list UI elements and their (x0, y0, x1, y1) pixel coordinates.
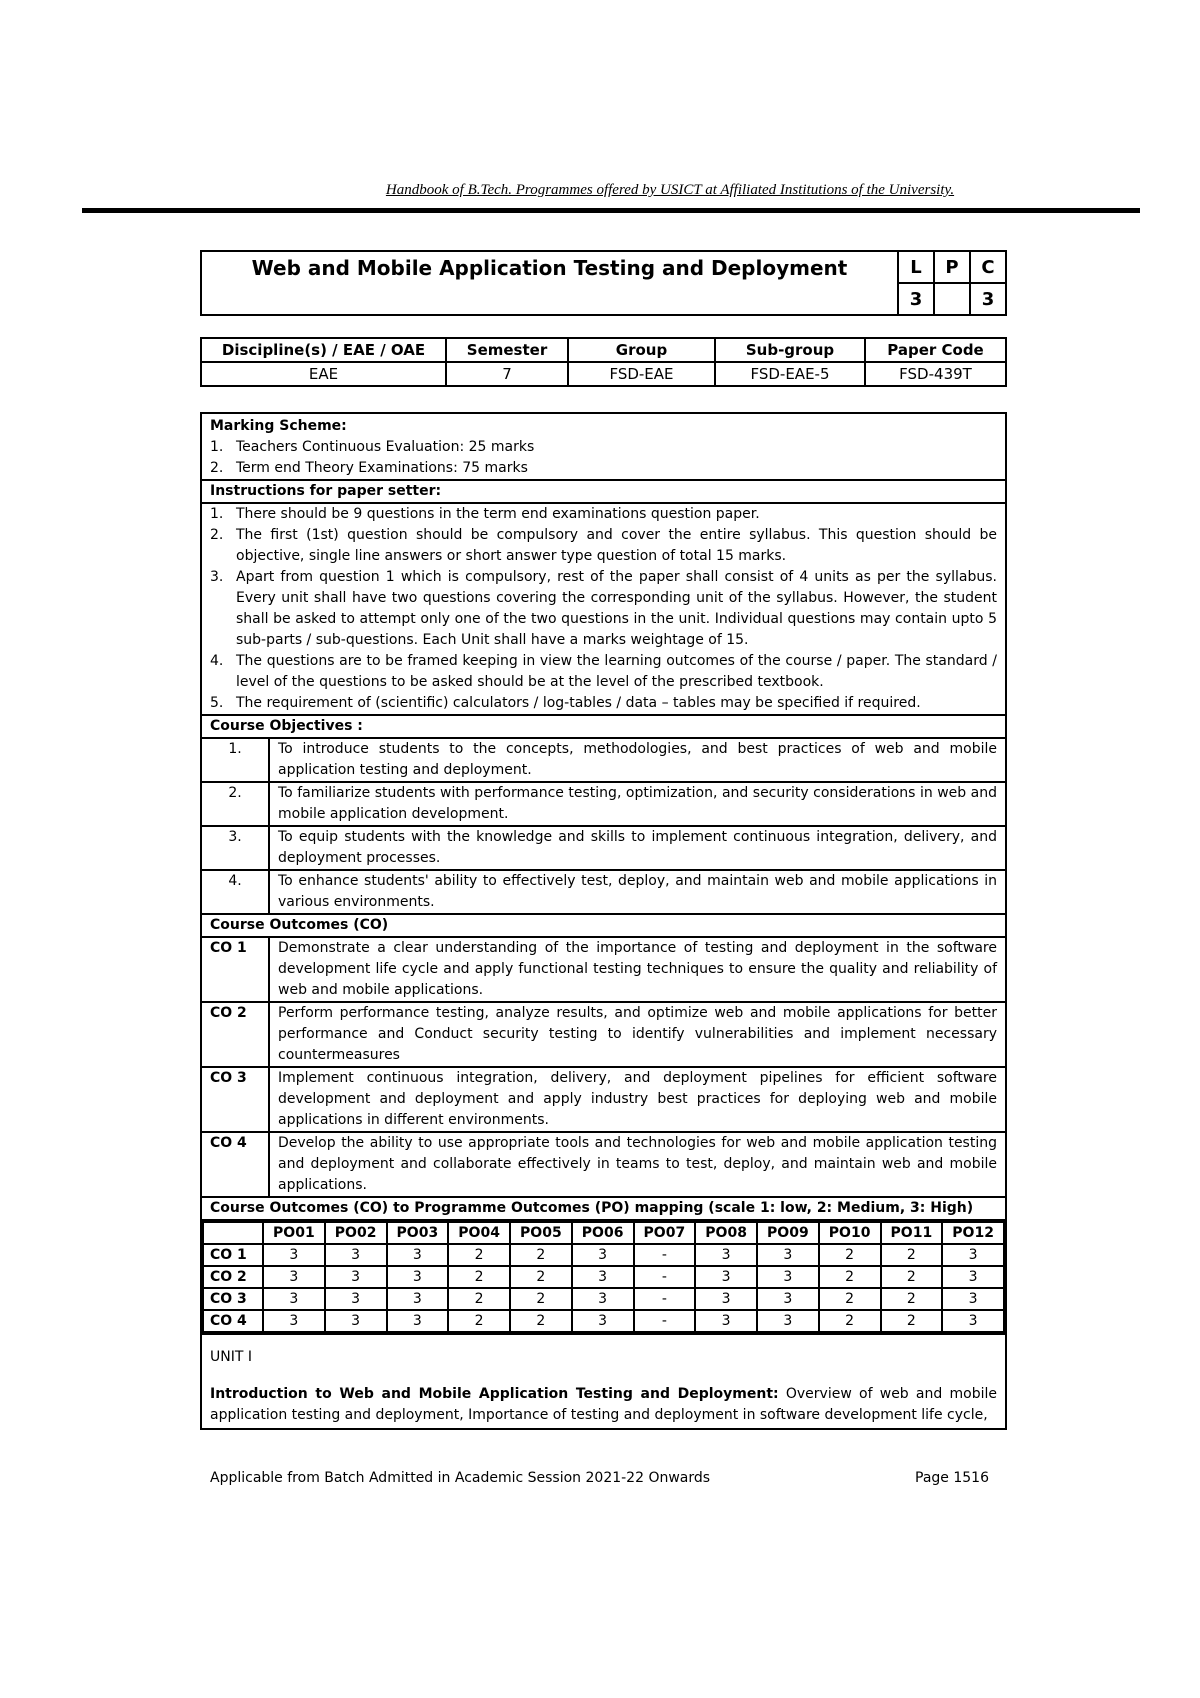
objectives-title: Course Objectives : (201, 715, 1006, 738)
list-item: 3. Apart from question 1 which is compulsory, rest of the paper shall consist of 4 units as per the syllabus. Every unit shall have two questions covering the corresponding unit of the syllabus. However, the student shall be asked to attempt only one of the two questions in the unit. Individual questions may contain upto 5 sub-parts / sub-questions. Each Unit shall have a marks weightage of 15. (210, 569, 997, 648)
list-item: 5. The requirement of (scientific) calculators / log-tables / data – tables may be specified if required. (210, 695, 921, 711)
disc-header-discipline: Discipline(s) / EAE / OAE (201, 338, 446, 362)
disc-header-subgroup: Sub-group (715, 338, 865, 362)
table-row: CO 3 Implement continuous integration, delivery, and deployment pipelines for efficient software development and deployment and apply industry best practices for deploying web and mobile applications in different environments. (201, 1067, 1006, 1132)
po-mapping-table: PO01 PO02 PO03 PO04 PO05 PO06 PO07 PO08 PO09 PO10 PO11 PO12 CO 1 3 3 3 2 2 3 - 3 3 2 2 3 CO 2 3 3 3 2 2 3 - 3 3 2 2 3 CO 3 3 3 3 2 2 3 - 3 3 2 2 3 CO 4 3 3 3 2 2 3 - 3 3 2 2 3 (202, 1221, 1005, 1333)
table-row: 3. To equip students with the knowledge and skills to implement continuous integration, delivery, and deployment processes. (201, 826, 1006, 870)
mapping-section (201, 1220, 1006, 1334)
header-rule (82, 208, 1140, 213)
disc-value-discipline: EAE (201, 362, 446, 386)
list-item: 4. The questions are to be framed keeping in view the learning outcomes of the course / paper. The standard / level of the questions to be asked should be at the level of the prescribed textbook. (210, 653, 997, 690)
table-row: CO 1 Demonstrate a clear understanding of the importance of testing and deployment in the software development life cycle and apply functional testing techniques to ensure the quality and reliability of web and mobile applications. (201, 937, 1006, 1002)
instructions-title: Instructions for paper setter: (201, 480, 1006, 503)
list-item: 2. The first (1st) question should be compulsory and cover the entire syllabus. This question should be objective, single line answers or short answer type question of total 15 marks. (210, 527, 997, 564)
instructions-section (201, 503, 1006, 715)
list-item: 2. Term end Theory Examinations: 75 marks (210, 460, 528, 476)
footer-applicability: Applicable from Batch Admitted in Academic Session 2021-22 Onwards (210, 1470, 711, 1486)
mapping-title: Course Outcomes (CO) to Programme Outcomes (PO) mapping (scale 1: low, 2: Medium, 3: High) (201, 1197, 1006, 1220)
discipline-table (200, 337, 1007, 387)
table-row: 4. To enhance students' ability to effectively test, deploy, and maintain web and mobile applications in various environments. (201, 870, 1006, 914)
lpc-value-l: 3 (898, 283, 934, 315)
list-item: 1. There should be 9 questions in the term end examinations question paper. (210, 506, 760, 522)
handbook-header: Handbook of B.Tech. Programmes offered by USICT at Affiliated Institutions of the University. (385, 182, 955, 198)
disc-value-group: FSD-EAE (568, 362, 715, 386)
marking-scheme-section (201, 413, 1006, 480)
syllabus-table (200, 412, 1007, 1430)
table-row: 2. To familiarize students with performance testing, optimization, and security considerations in web and mobile application development. (201, 782, 1006, 826)
lpc-header-l: L (898, 251, 934, 283)
table-row: CO 4 3 3 3 2 2 3 - 3 3 2 2 3 (203, 1310, 1004, 1332)
disc-header-paper-code: Paper Code (865, 338, 1006, 362)
outcomes-title: Course Outcomes (CO) (201, 914, 1006, 937)
unit-title: UNIT I (210, 1349, 252, 1365)
marking-scheme-title: Marking Scheme: (210, 418, 347, 434)
table-row: CO 2 3 3 3 2 2 3 - 3 3 2 2 3 (203, 1266, 1004, 1288)
unit-section (201, 1334, 1006, 1429)
table-row: CO 2 Perform performance testing, analyze results, and optimize web and mobile applications for better performance and Conduct security testing to identify vulnerabilities and implement necessary countermeasures (201, 1002, 1006, 1067)
lpc-value-p (934, 283, 970, 315)
disc-header-group: Group (568, 338, 715, 362)
lpc-header-p: P (934, 251, 970, 283)
course-title-table (200, 250, 1007, 316)
table-row: CO 4 Develop the ability to use appropriate tools and technologies for web and mobile application testing and deployment and collaborate effectively in teams to test, deploy, and maintain web and mobile applications. (201, 1132, 1006, 1197)
disc-value-subgroup: FSD-EAE-5 (715, 362, 865, 386)
table-row: CO 1 3 3 3 2 2 3 - 3 3 2 2 3 (203, 1244, 1004, 1266)
page-number: Page 1516 (915, 1470, 989, 1486)
lpc-value-c: 3 (970, 283, 1006, 315)
course-title: Web and Mobile Application Testing and Deployment (201, 251, 898, 315)
table-row: 1. To introduce students to the concepts, methodologies, and best practices of web and mobile application testing and deployment. (201, 738, 1006, 782)
list-item: 1. Teachers Continuous Evaluation: 25 marks (210, 439, 535, 455)
disc-value-paper-code: FSD-439T (865, 362, 1006, 386)
table-row: CO 3 3 3 3 2 2 3 - 3 3 2 2 3 (203, 1288, 1004, 1310)
disc-header-semester: Semester (446, 338, 568, 362)
disc-value-semester: 7 (446, 362, 568, 386)
lpc-header-c: C (970, 251, 1006, 283)
unit-content: Introduction to Web and Mobile Application Testing and Deployment: Overview of web and mobile application testing and deployment, Importance of testing and deployment in software development life cycle, (210, 1386, 997, 1423)
